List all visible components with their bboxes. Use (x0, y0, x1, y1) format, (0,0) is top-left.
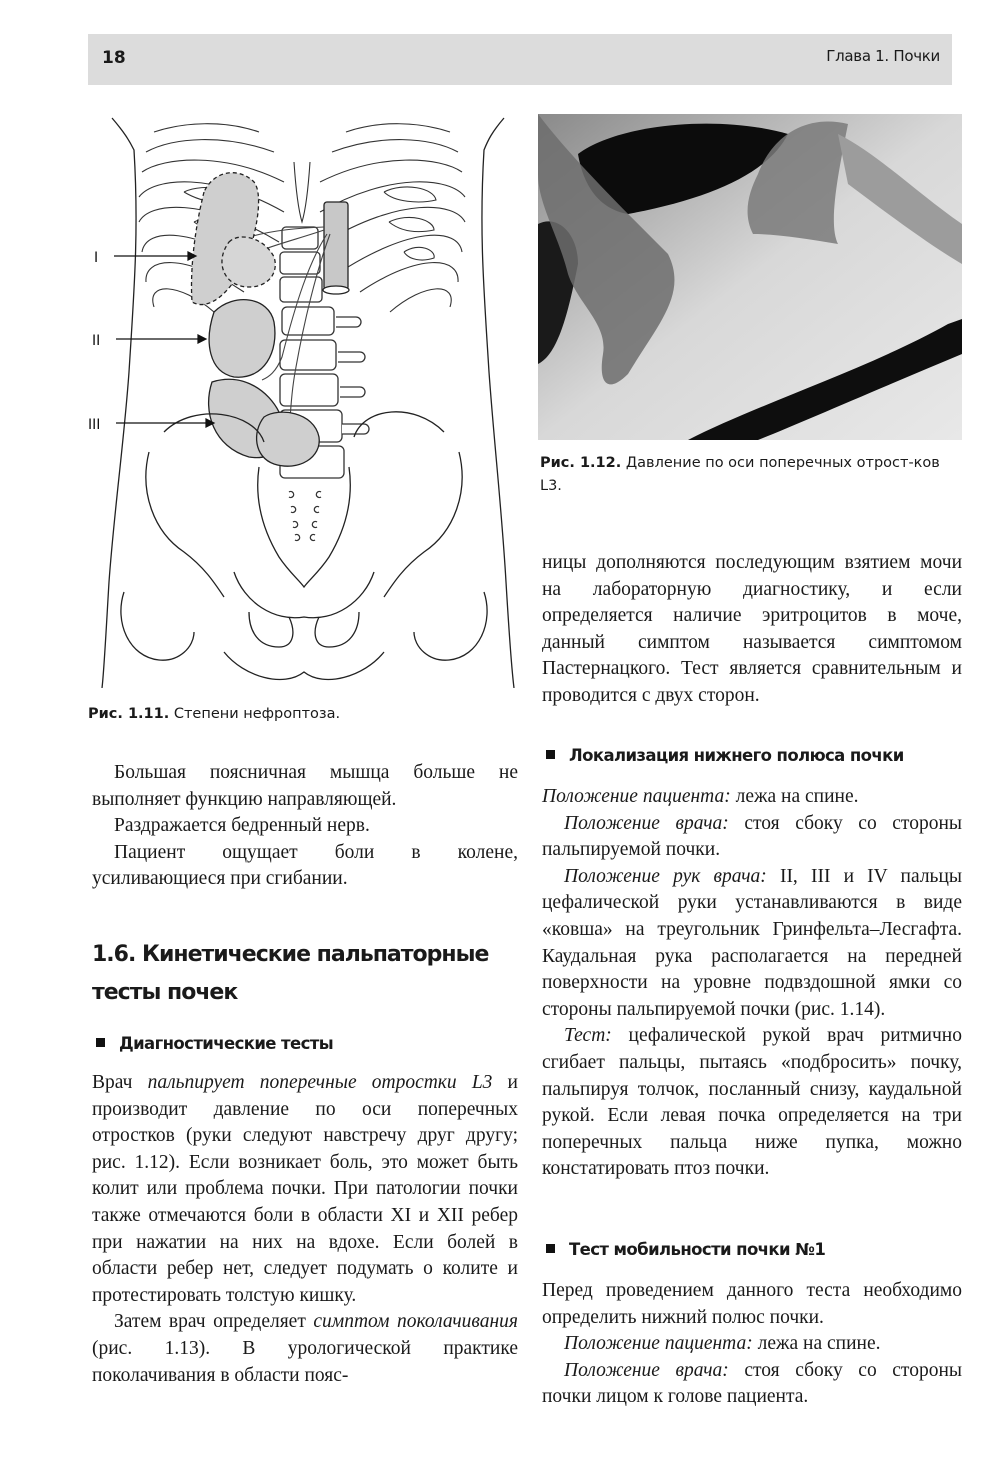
subsection-mobility-test (546, 1240, 825, 1259)
label-grade-3: III (88, 417, 101, 433)
paragraph: Раздражается бедренный нерв. (114, 815, 370, 837)
caption-label: Рис. 1.11. (88, 706, 170, 722)
caption-text: Давление по оси поперечных отрост-ков L3. (540, 455, 940, 494)
square-bullet-icon (96, 1038, 105, 1047)
figure-palpation-photo (538, 114, 962, 440)
paragraph: Врач пальпирует поперечные отростки L3 и производит давление по оси поперечных отростков (руки следуют навстречу друг другу; рис. 1.12). Если возникает боль, это может быть колит или проблема почки. При патологии почки также отмечаются боли в области XI и XII ребер при нажатии на них на вдохе. Если болей в области ребер нет, следует подумать о колите и протестировать толстую кишку. (92, 1072, 518, 1306)
section-heading-line: тесты почек (92, 980, 238, 1005)
subsection-title: Диагностические тесты (119, 1034, 334, 1053)
page-number: 18 (102, 48, 126, 68)
left-column-diagnostic-text (92, 1070, 518, 1389)
caption-text: Степени нефроптоза. (173, 706, 341, 722)
subsection-title: Тест мобильности почки №1 (569, 1240, 826, 1259)
paragraph: Положение врача: стоя сбоку со стороны почки лицом к голове пациента. (542, 1359, 962, 1408)
right-column-continuation (542, 550, 962, 710)
paragraph: Затем врач определяет симптом поколачивания (рис. 1.13). В урологической практике поколачивания в области пояс- (92, 1311, 518, 1386)
label-grade-2: II (92, 333, 101, 349)
paragraph: Тест: цефалической рукой врач ритмично сгибает пальцы, пытаясь «подбросить» почку, пальпируя толчок, посланный снизу, каудальной рукой. Если левая почка определяется на три поперечных пальца ниже пупка, можно констатировать птоз почки. (542, 1025, 962, 1180)
label-grade-1: I (94, 250, 99, 266)
subsection-lower-pole (546, 746, 904, 765)
subsection-title: Локализация нижнего полюса почки (569, 746, 904, 765)
caption-label: Рис. 1.12. (540, 455, 622, 471)
square-bullet-icon (546, 1244, 555, 1253)
left-column-intro (92, 760, 518, 893)
figure-nephroptosis-diagram (84, 112, 520, 688)
paragraph: Положение рук врача: II, III и IV пальцы цефалической руки устанавливаются в виде «ковша» на треугольник Гринфельта–Лесгафта. Каудальная рука располагается на передней поверхности на уровне подвздошной ямки со стороны пальпируемой почки (рис. 1.14). (542, 865, 962, 1020)
subsection-diagnostic-tests (96, 1034, 333, 1053)
paragraph: ницы дополняются последующим взятием мочи на лабораторную диагностику, и если определяется наличие эритроцитов в моче, данный симптом называется симптомом Пастернацкого. Тест является сравнительным и проводится с двух сторон. (542, 552, 962, 706)
lower-pole-text (542, 784, 962, 1183)
section-heading-line: 1.6. Кинетические пальпаторные (92, 942, 489, 967)
chapter-title: Глава 1. Почки (826, 47, 940, 65)
paragraph: Большая поясничная мышца больше не выполняет функцию направляющей. (92, 762, 518, 810)
figure-1-11-caption (88, 703, 518, 726)
mobility-test-text (542, 1278, 962, 1411)
section-heading (92, 936, 532, 1012)
square-bullet-icon (546, 750, 555, 759)
running-header (88, 34, 952, 85)
paragraph: Положение врача: стоя сбоку со стороны пальпируемой почки. (542, 812, 962, 861)
paragraph: Положение пациента: лежа на спине. (542, 786, 859, 807)
paragraph: Пациент ощущает боли в колене, усиливающиеся при сгибании. (92, 841, 518, 890)
paragraph: Положение пациента: лежа на спине. (564, 1333, 881, 1355)
figure-1-12-caption (540, 452, 964, 498)
paragraph: Перед проведением данного теста необходимо определить нижний полюс почки. (542, 1280, 962, 1328)
